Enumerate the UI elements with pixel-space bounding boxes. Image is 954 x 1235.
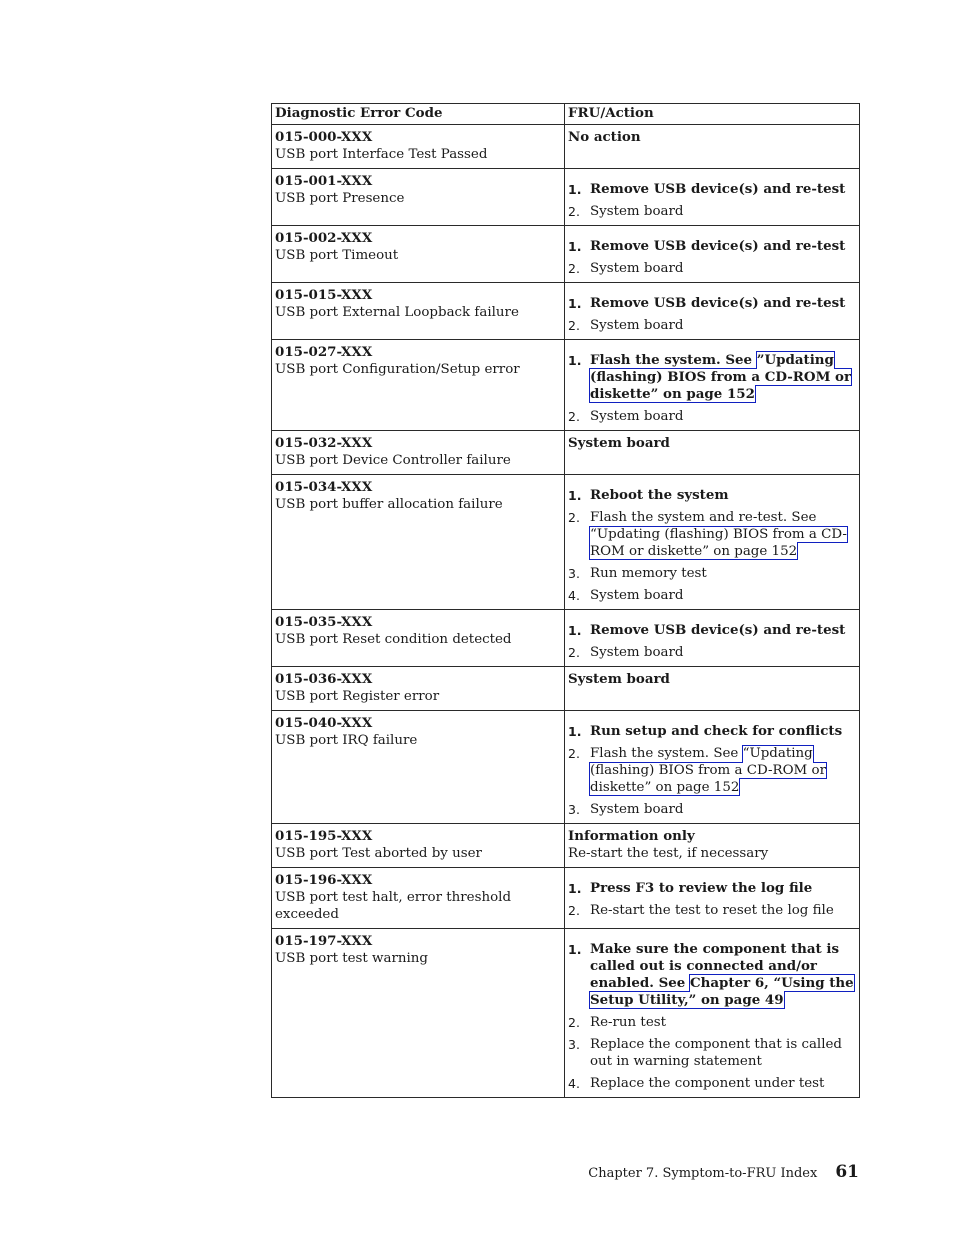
error-description: USB port Device Controller failure xyxy=(275,453,511,468)
list-number: 2. xyxy=(568,645,580,660)
fru-action-item-text: Remove USB device(s) and re-test xyxy=(590,622,846,638)
fru-action-item-text: Flash the system. See xyxy=(590,746,743,761)
list-number: 2. xyxy=(568,510,580,525)
fru-action-item xyxy=(568,745,856,796)
error-description: USB port test warning xyxy=(275,951,428,966)
fru-action-text: System board xyxy=(568,671,670,687)
cross-reference-link[interactable]: “Updating (flashing) BIOS from a CD-ROM or diskette” on page 152 xyxy=(590,527,847,559)
list-number: 1. xyxy=(568,488,582,503)
error-code-cell xyxy=(272,824,565,868)
header-fru-action: FRU/Action xyxy=(565,104,860,125)
list-number: 1. xyxy=(568,942,582,957)
fru-action-cell xyxy=(565,340,860,431)
fru-action-item xyxy=(568,587,856,604)
error-code: 015-027-XXX xyxy=(275,344,373,360)
fru-action-item xyxy=(568,644,856,661)
table-row xyxy=(272,125,860,169)
fru-action-item xyxy=(568,487,856,504)
list-number: 1. xyxy=(568,623,582,638)
fru-action-item xyxy=(568,260,856,277)
table-row xyxy=(272,475,860,610)
table-row xyxy=(272,929,860,1098)
fru-action-list xyxy=(568,295,856,334)
table-row xyxy=(272,868,860,929)
fru-action-item xyxy=(568,723,856,740)
error-code-cell xyxy=(272,610,565,667)
error-description: USB port test halt, error threshold exceeded xyxy=(275,890,512,922)
error-description: USB port buffer allocation failure xyxy=(275,497,503,512)
fru-action-item-text: Reboot the system xyxy=(590,487,729,503)
fru-action-item xyxy=(568,238,856,255)
fru-action-text: No action xyxy=(568,129,641,145)
fru-action-item xyxy=(568,565,856,582)
fru-action-item xyxy=(568,181,856,198)
error-description: USB port Reset condition detected xyxy=(275,632,512,647)
error-code: 015-035-XXX xyxy=(275,614,373,630)
cross-reference-link[interactable]: “Updating (flashing) BIOS from a CD-ROM or diskette” on page 152 xyxy=(590,746,826,795)
fru-action-list xyxy=(568,238,856,277)
cross-reference-link[interactable]: ”Updating (flashing) BIOS from a CD-ROM or diskette” on page 152 xyxy=(590,352,852,402)
error-description: USB port IRQ failure xyxy=(275,733,418,748)
list-number: 1. xyxy=(568,239,582,254)
fru-action-list xyxy=(568,622,856,661)
fru-action-item xyxy=(568,352,856,403)
table-row xyxy=(272,667,860,711)
fru-action-item-text: Replace the component under test xyxy=(590,1076,825,1091)
fru-action-item-text: Remove USB device(s) and re-test xyxy=(590,238,846,254)
table-row xyxy=(272,711,860,824)
table-row xyxy=(272,340,860,431)
fru-action-list xyxy=(568,941,856,1092)
fru-action-item-text: Re-run test xyxy=(590,1015,666,1030)
list-number: 2. xyxy=(568,409,580,424)
fru-action-item xyxy=(568,1014,856,1031)
error-description: USB port Presence xyxy=(275,191,405,206)
fru-action-text: Re-start the test, if necessary xyxy=(568,846,769,861)
error-code-cell xyxy=(272,125,565,169)
error-code-cell xyxy=(272,431,565,475)
fru-action-item xyxy=(568,941,856,1009)
fru-action-item xyxy=(568,509,856,560)
fru-action-item xyxy=(568,801,856,818)
fru-action-item xyxy=(568,1036,856,1070)
list-number: 4. xyxy=(568,1076,580,1091)
error-code: 015-002-XXX xyxy=(275,230,373,246)
error-code: 015-036-XXX xyxy=(275,671,373,687)
table-row xyxy=(272,824,860,868)
diagnostic-table xyxy=(271,103,860,1098)
fru-action-list xyxy=(568,487,856,604)
error-code: 015-001-XXX xyxy=(275,173,373,189)
error-code: 015-040-XXX xyxy=(275,715,373,731)
fru-action-cell xyxy=(565,868,860,929)
error-code-cell xyxy=(272,711,565,824)
error-code: 015-032-XXX xyxy=(275,435,373,451)
fru-action-item-text: Flash the system. See xyxy=(590,352,757,368)
error-description: USB port Configuration/Setup error xyxy=(275,362,520,377)
error-code: 015-197-XXX xyxy=(275,933,373,949)
list-number: 4. xyxy=(568,588,580,603)
fru-action-item xyxy=(568,408,856,425)
list-number: 3. xyxy=(568,566,580,581)
fru-action-item-text: Press F3 to review the log file xyxy=(590,880,813,896)
error-description: USB port Timeout xyxy=(275,248,399,263)
table-row xyxy=(272,226,860,283)
list-number: 2. xyxy=(568,204,580,219)
fru-action-cell xyxy=(565,711,860,824)
error-code: 015-195-XXX xyxy=(275,828,373,844)
list-number: 1. xyxy=(568,182,582,197)
fru-action-text: System board xyxy=(568,435,670,451)
error-code-cell xyxy=(272,667,565,711)
list-number: 3. xyxy=(568,1037,580,1052)
list-number: 1. xyxy=(568,353,582,368)
error-code: 015-000-XXX xyxy=(275,129,373,145)
error-code-cell xyxy=(272,169,565,226)
error-description: USB port Test aborted by user xyxy=(275,846,482,861)
fru-action-item xyxy=(568,880,856,897)
cross-reference-link[interactable]: Chapter 6, “Using the Setup Utility,” on page 49 xyxy=(590,975,854,1008)
fru-action-cell xyxy=(565,431,860,475)
fru-action-item-text: System board xyxy=(590,802,684,817)
fru-action-cell xyxy=(565,475,860,610)
fru-action-list xyxy=(568,723,856,818)
fru-action-item-text: Remove USB device(s) and re-test xyxy=(590,181,846,197)
error-code: 015-034-XXX xyxy=(275,479,373,495)
list-number: 1. xyxy=(568,724,582,739)
page-footer xyxy=(588,1162,859,1182)
fru-action-item-text: Make sure the component that is called out is connected and/or enabled. See xyxy=(590,941,840,991)
table-row xyxy=(272,169,860,226)
fru-action-cell xyxy=(565,824,860,868)
fru-action-cell xyxy=(565,667,860,711)
table-row xyxy=(272,283,860,340)
fru-action-cell xyxy=(565,610,860,667)
fru-action-cell xyxy=(565,283,860,340)
fru-action-cell xyxy=(565,929,860,1098)
fru-action-item-text: Replace the component that is called out in warning statement xyxy=(590,1037,842,1069)
error-code: 015-015-XXX xyxy=(275,287,373,303)
list-number: 3. xyxy=(568,802,580,817)
fru-action-item-text: Re-start the test to reset the log file xyxy=(590,903,834,918)
fru-action-item-text: System board xyxy=(590,318,684,333)
table-row xyxy=(272,431,860,475)
list-number: 2. xyxy=(568,1015,580,1030)
fru-action-cell xyxy=(565,226,860,283)
fru-action-cell xyxy=(565,169,860,226)
fru-action-list xyxy=(568,880,856,919)
page-number: 61 xyxy=(835,1162,859,1182)
fru-action-item xyxy=(568,203,856,220)
table-header-row xyxy=(272,104,860,125)
error-code-cell xyxy=(272,868,565,929)
fru-action-item-text: System board xyxy=(590,204,684,219)
error-code-cell xyxy=(272,475,565,610)
fru-action-text: Information only xyxy=(568,828,695,844)
error-code: 015-196-XXX xyxy=(275,872,373,888)
fru-action-item-text: System board xyxy=(590,645,684,660)
fru-action-item-text: Remove USB device(s) and re-test xyxy=(590,295,846,311)
fru-action-item xyxy=(568,622,856,639)
chapter-title: Chapter 7. Symptom-to-FRU Index xyxy=(588,1166,818,1181)
list-number: 1. xyxy=(568,296,582,311)
fru-action-item xyxy=(568,1075,856,1092)
fru-action-item-text: System board xyxy=(590,261,684,276)
fru-action-item-text: Run setup and check for conflicts xyxy=(590,723,843,739)
fru-action-item-text: System board xyxy=(590,409,684,424)
fru-action-list xyxy=(568,352,856,425)
list-number: 2. xyxy=(568,261,580,276)
fru-action-item-text: Run memory test xyxy=(590,566,707,581)
error-code-cell xyxy=(272,340,565,431)
list-number: 2. xyxy=(568,746,580,761)
fru-action-item-text: System board xyxy=(590,588,684,603)
fru-action-item xyxy=(568,295,856,312)
table-row xyxy=(272,610,860,667)
error-description: USB port Interface Test Passed xyxy=(275,147,488,162)
error-description: USB port Register error xyxy=(275,689,440,704)
fru-action-item-text: Flash the system and re-test. See xyxy=(590,510,817,525)
list-number: 2. xyxy=(568,903,580,918)
fru-action-list xyxy=(568,181,856,220)
fru-action-item xyxy=(568,902,856,919)
error-code-cell xyxy=(272,283,565,340)
error-description: USB port External Loopback failure xyxy=(275,305,519,320)
fru-action-item xyxy=(568,317,856,334)
header-error-code: Diagnostic Error Code xyxy=(272,104,565,125)
fru-action-cell xyxy=(565,125,860,169)
error-code-cell xyxy=(272,226,565,283)
list-number: 2. xyxy=(568,318,580,333)
list-number: 1. xyxy=(568,881,582,896)
error-code-cell xyxy=(272,929,565,1098)
